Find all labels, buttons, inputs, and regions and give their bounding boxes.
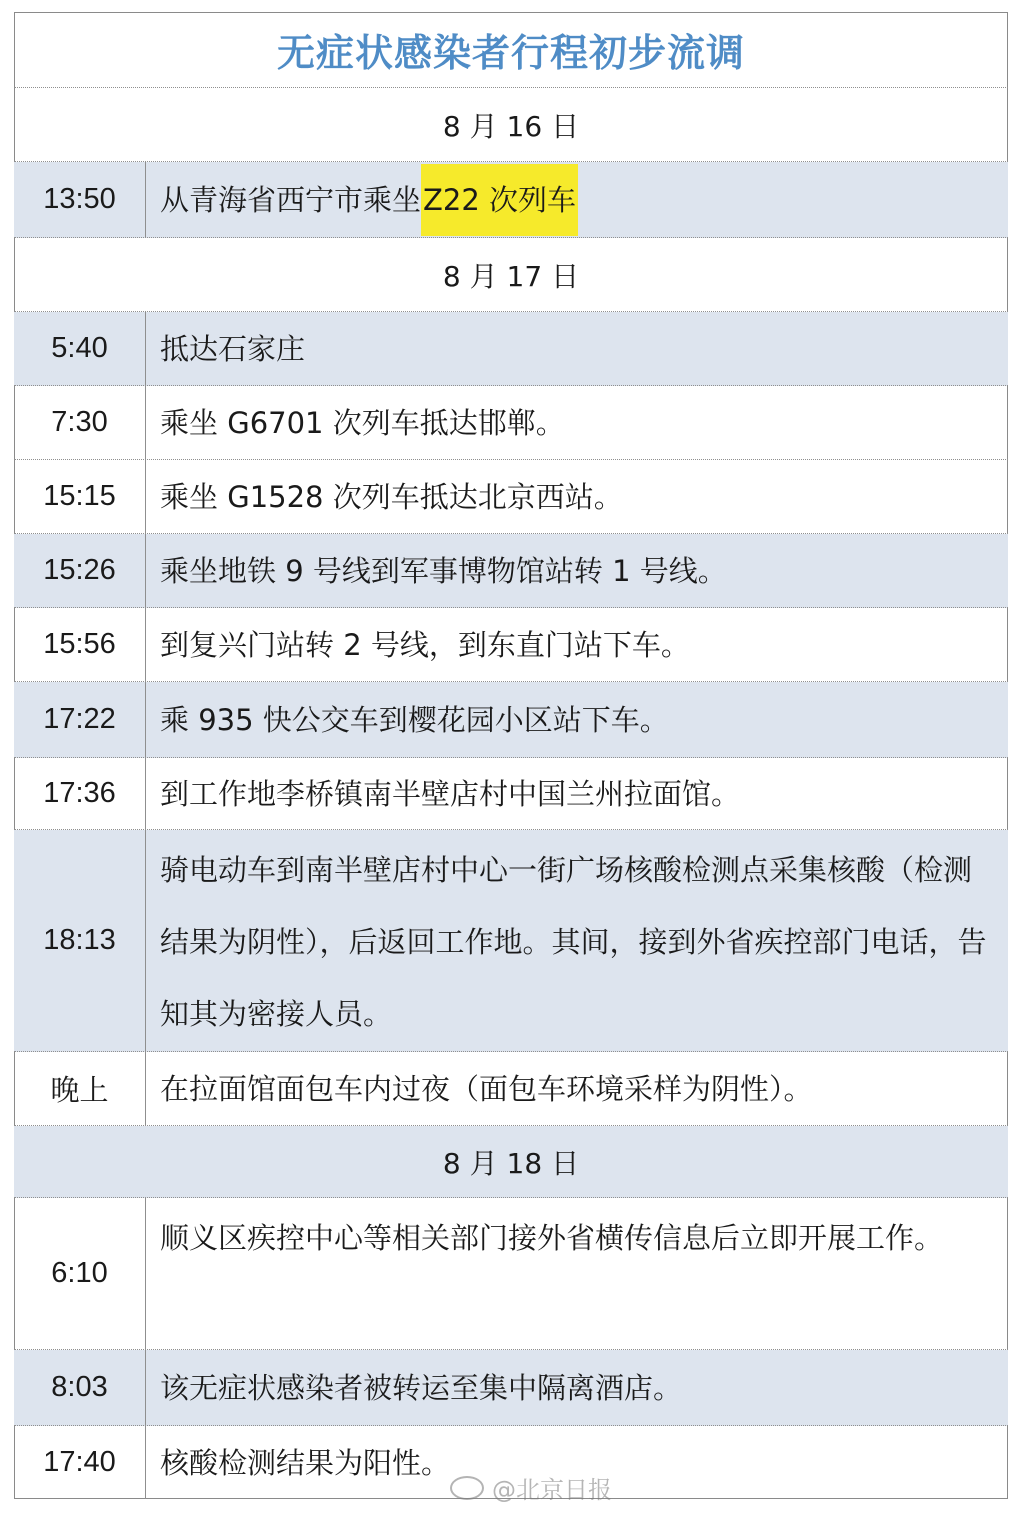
date-label: 8 月 18 日 (442, 1146, 580, 1180)
table-row (14, 758, 1008, 830)
date-row-aug18 (14, 1126, 1008, 1198)
highlighted-train: Z22 次列车 (421, 164, 578, 236)
weibo-watermark (450, 1470, 612, 1505)
table-row (14, 830, 1008, 1052)
event-cell: 顺义区疾控中心等相关部门接外省横传信息后立即开展工作。 (160, 1221, 944, 1255)
weibo-icon (450, 1476, 484, 1500)
table-title-row (14, 12, 1008, 88)
event-cell: 乘坐地铁 9 号线到军事博物馆站转 1 号线。 (160, 553, 727, 588)
watermark-text: @北京日报 (492, 1476, 612, 1504)
table-row (14, 162, 1008, 238)
table-row (14, 312, 1008, 386)
table-row (14, 682, 1008, 758)
time-cell: 8:03 (14, 1350, 146, 1425)
table-row (14, 460, 1008, 534)
date-row-aug16 (14, 88, 1008, 162)
event-text: 从青海省西宁市乘坐 (160, 182, 422, 217)
table-title: 无症状感染者行程初步流调 (276, 30, 745, 75)
event-cell: 抵达石家庄 (160, 331, 306, 366)
time-cell: 5:40 (14, 312, 146, 385)
time-cell: 15:15 (14, 460, 146, 533)
date-label: 8 月 17 日 (442, 259, 580, 293)
event-cell: 在拉面馆面包车内过夜（面包车环境采样为阴性）。 (160, 1071, 813, 1106)
date-row-aug17 (14, 238, 1008, 312)
event-cell: 核酸检测结果为阳性。 (160, 1445, 451, 1480)
time-cell: 17:40 (14, 1426, 146, 1499)
time-cell: 17:22 (14, 682, 146, 757)
table-row (14, 386, 1008, 460)
event-cell: 骑电动车到南半壁店村中心一街广场核酸检测点采集核酸（检测结果为阴性），后返回工作地。其间，接到外省疾控部门电话，告知其为密接人员。 (160, 853, 987, 1031)
table-row (14, 1052, 1008, 1126)
event-cell: 乘坐 G6701 次列车抵达邯郸。 (160, 405, 565, 440)
event-cell: 到工作地李桥镇南半壁店村中国兰州拉面馆。 (160, 776, 741, 811)
event-cell: 到复兴门站转 2 号线，到东直门站下车。 (160, 627, 690, 662)
time-cell: 15:26 (14, 534, 146, 607)
time-cell: 18:13 (14, 830, 146, 1051)
event-cell: 乘 935 快公交车到樱花园小区站下车。 (160, 702, 669, 737)
time-cell: 13:50 (14, 162, 146, 237)
time-cell: 晚上 (14, 1052, 146, 1125)
time-cell: 6:10 (14, 1198, 146, 1349)
time-cell: 7:30 (14, 386, 146, 459)
event-cell: 该无症状感染者被转运至集中隔离酒店。 (160, 1370, 683, 1405)
event-cell (160, 162, 998, 237)
time-cell: 17:36 (14, 758, 146, 829)
table-row (14, 608, 1008, 682)
table-row (14, 1198, 1008, 1350)
table-row (14, 1350, 1008, 1426)
date-label: 8 月 16 日 (442, 109, 580, 143)
table-row (14, 534, 1008, 608)
event-cell: 乘坐 G1528 次列车抵达北京西站。 (160, 479, 623, 514)
time-cell: 15:56 (14, 608, 146, 681)
